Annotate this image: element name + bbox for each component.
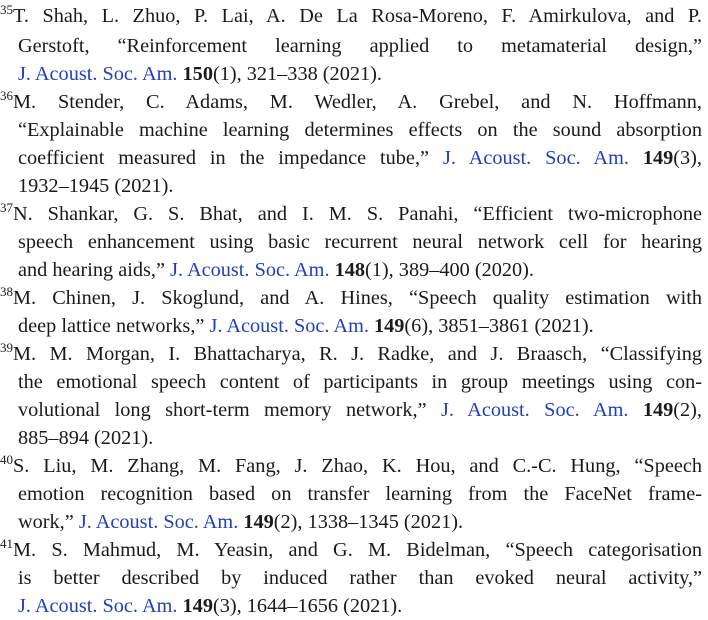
reference-39-line-1: $^{39}$M. M. Morgan, I. Bhattacharya, R. J. Radke, and J. Braasch, “Classifying (0, 340, 702, 365)
reference-number: 35 (0, 2, 13, 17)
volume: 149 (374, 315, 405, 337)
journal-link[interactable]: J. Acoust. Soc. Am. (18, 595, 178, 617)
reference-39-line-3: volutional long short-term memory network,” J. Acoust. Soc. Am. 149(2), (18, 399, 702, 421)
reference-38-line-2: deep lattice networks,” J. Acoust. Soc. Am. 149(6), 3851–3861 (2021). (18, 315, 594, 337)
reference-number: 39 (0, 340, 13, 355)
reference-number: 40 (0, 452, 13, 467)
volume: 149 (642, 399, 674, 421)
reference-35-line-2: Gerstoft, “Reinforcement learning applied to metamaterial design,” (18, 35, 702, 57)
reference-41-line-3: J. Acoust. Soc. Am. 149(3), 1644–1656 (2021). (18, 595, 403, 617)
journal-link[interactable]: J. Acoust. Soc. Am. (209, 315, 369, 337)
reference-40-line-3: work,” J. Acoust. Soc. Am. 149(2), 1338–1345 (2021). (18, 511, 464, 533)
reference-number: 37 (0, 200, 13, 215)
reference-37-line-3: and hearing aids,” J. Acoust. Soc. Am. 148(1), 389–400 (2020). (18, 259, 534, 281)
journal-link[interactable]: J. Acoust. Soc. Am. (442, 147, 629, 169)
volume: 149 (243, 511, 274, 533)
reference-number: 41 (0, 536, 13, 551)
reference-37-line-1: $^{37}$N. Shankar, G. S. Bhat, and I. M. S. Panahi, “Efficient two-microphone (0, 200, 702, 225)
volume: 150 (182, 63, 213, 85)
reference-39-line-4: 885–894 (2021). (18, 427, 154, 449)
reference-41-line-1: $^{41}$M. S. Mahmud, M. Yeasin, and G. M. Bidelman, “Speech categorisation (0, 536, 702, 561)
reference-41-line-2: is better described by induced rather than evoked neural activity,” (18, 567, 702, 589)
reference-35-line-1: $^{35}$T. Shah, L. Zhuo, P. Lai, A. De La Rosa-Moreno, F. Amirkulova, and P. (0, 2, 702, 27)
reference-number: 38 (0, 284, 13, 299)
reference-40-line-1: $^{40}$S. Liu, M. Zhang, M. Fang, J. Zhao, K. Hou, and C.-C. Hung, “Speech (0, 452, 702, 477)
reference-35-line-3: J. Acoust. Soc. Am. 150(1), 321–338 (2021). (18, 63, 382, 85)
reference-36-line-4: 1932–1945 (2021). (18, 175, 174, 197)
journal-link[interactable]: J. Acoust. Soc. Am. (18, 63, 178, 85)
journal-link[interactable]: J. Acoust. Soc. Am. (440, 399, 629, 421)
journal-link[interactable]: J. Acoust. Soc. Am. (78, 511, 239, 533)
volume: 149 (182, 595, 213, 617)
reference-39-line-2: the emotional speech content of participants in group meetings using con- (18, 371, 702, 393)
reference-36-line-3: coefficient measured in the impedance tube,” J. Acoust. Soc. Am. 149(3), (18, 147, 702, 169)
volume: 149 (642, 147, 674, 169)
journal-link[interactable]: J. Acoust. Soc. Am. (170, 259, 330, 281)
reference-40-line-2: emotion recognition based on transfer learning from the FaceNet frame- (18, 483, 702, 505)
reference-38-line-1: $^{38}$M. Chinen, J. Skoglund, and A. Hines, “Speech quality estimation with (0, 284, 702, 309)
reference-36-line-1: $^{36}$M. Stender, C. Adams, M. Wedler, A. Grebel, and N. Hoffmann, (0, 88, 702, 113)
reference-37-line-2: speech enhancement using basic recurrent neural network cell for hearing (18, 231, 702, 253)
reference-number: 36 (0, 88, 13, 103)
volume: 148 (334, 259, 366, 281)
reference-36-line-2: “Explainable machine learning determines effects on the sound absorption (18, 119, 702, 141)
